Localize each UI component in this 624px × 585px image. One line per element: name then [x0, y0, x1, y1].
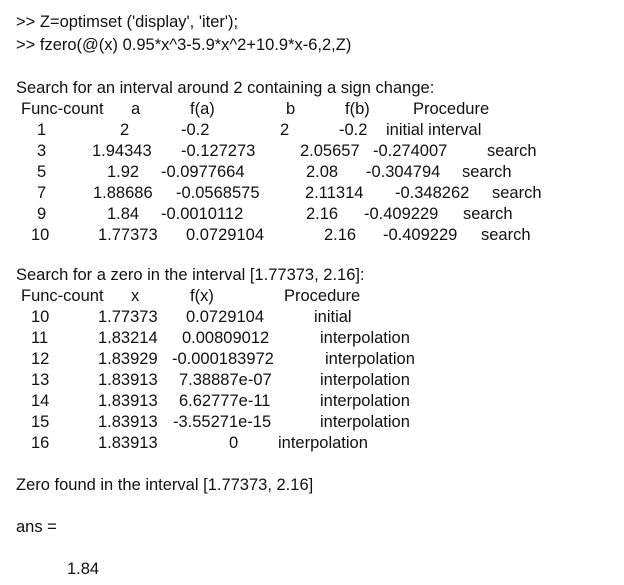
interval-row-fb: -0.304794	[366, 163, 441, 181]
zero-row-x: 1.83214	[98, 329, 158, 347]
zero-row-fx: 0.00809012	[182, 329, 270, 347]
interval-row-funccount: 7	[37, 184, 47, 202]
interval-row-b: 2	[280, 121, 290, 139]
interval-row-fa: -0.0010112	[161, 205, 244, 223]
interval-row-a: 1.84	[107, 205, 140, 223]
interval-row-a: 1.92	[107, 163, 140, 181]
zero-header-x: x	[131, 287, 140, 305]
interval-row-procedure: search	[463, 205, 513, 223]
interval-row-fb: -0.2	[339, 121, 368, 139]
interval-row-b: 2.16	[324, 226, 357, 244]
command-line-fzero: >> fzero(@(x) 0.95*x^3-5.9*x^2+10.9*x-6,2,Z)	[16, 36, 352, 54]
interval-header-fb: f(b)	[345, 100, 370, 118]
interval-row-procedure: search	[481, 226, 531, 244]
zero-row-fx: 6.62777e-11	[179, 392, 271, 410]
zero-row-procedure: interpolation	[320, 392, 410, 410]
zero-row-fx: 0.0729104	[186, 308, 264, 326]
zero-row-x: 1.77373	[98, 308, 158, 326]
interval-row-funccount: 3	[37, 142, 47, 160]
zero-header-fx: f(x)	[190, 287, 214, 305]
zero-row-funccount: 12	[31, 350, 50, 368]
zero-row-x: 1.83913	[98, 392, 158, 410]
zero-row-funccount: 10	[31, 308, 50, 326]
zero-row-fx: 0	[229, 434, 239, 452]
zero-row-x: 1.83913	[98, 413, 158, 431]
interval-row-procedure: search	[487, 142, 537, 160]
interval-row-fa: -0.127273	[181, 142, 256, 160]
interval-row-a: 1.88686	[93, 184, 153, 202]
interval-header-procedure: Procedure	[413, 100, 490, 118]
interval-row-procedure: search	[492, 184, 542, 202]
ans-label: ans =	[16, 518, 57, 536]
interval-row-funccount: 9	[37, 205, 47, 223]
interval-row-fa: -0.0977664	[161, 163, 245, 181]
interval-header-a: a	[131, 100, 141, 118]
interval-header-fa: f(a)	[190, 100, 215, 118]
zero-search-heading: Search for a zero in the interval [1.77373, 2.16]:	[16, 266, 365, 284]
ans-value: 1.84	[67, 560, 100, 578]
zero-row-x: 1.83929	[98, 350, 158, 368]
zero-row-procedure: interpolation	[320, 371, 410, 389]
zero-row-fx: 7.38887e-07	[179, 371, 272, 389]
interval-row-fb: -0.274007	[373, 142, 448, 160]
zero-row-fx: -0.000183972	[172, 350, 274, 368]
zero-row-procedure: interpolation	[320, 413, 410, 431]
interval-row-fb: -0.409229	[364, 205, 439, 223]
zero-row-funccount: 15	[31, 413, 50, 431]
zero-row-x: 1.83913	[98, 434, 158, 452]
interval-row-procedure: initial interval	[386, 121, 482, 139]
interval-row-fa: -0.2	[181, 121, 210, 139]
zero-row-fx: -3.55271e-15	[173, 413, 272, 431]
zero-row-procedure: initial	[314, 308, 352, 326]
zero-row-procedure: interpolation	[325, 350, 415, 368]
interval-row-a: 2	[120, 121, 130, 139]
zero-row-funccount: 11	[31, 329, 49, 347]
zero-row-procedure: interpolation	[278, 434, 368, 452]
interval-row-fa: 0.0729104	[186, 226, 264, 244]
interval-row-funccount: 1	[37, 121, 47, 139]
interval-row-b: 2.08	[306, 163, 339, 181]
interval-row-funccount: 5	[37, 163, 47, 181]
zero-header-procedure: Procedure	[284, 287, 361, 305]
zero-row-funccount: 14	[31, 392, 50, 410]
zero-found-message: Zero found in the interval [1.77373, 2.16]	[16, 476, 314, 494]
interval-row-fb: -0.409229	[383, 226, 458, 244]
interval-header-funccount: Func-count	[21, 100, 104, 118]
interval-header-b: b	[286, 100, 296, 118]
interval-row-a: 1.77373	[98, 226, 158, 244]
interval-row-fb: -0.348262	[395, 184, 470, 202]
interval-row-procedure: search	[462, 163, 512, 181]
interval-row-b: 2.16	[306, 205, 339, 223]
zero-row-x: 1.83913	[98, 371, 158, 389]
zero-row-funccount: 16	[31, 434, 50, 452]
interval-row-b: 2.11314	[305, 184, 364, 202]
command-line-optimset: >> Z=optimset ('display', 'iter');	[16, 13, 239, 31]
interval-row-funccount: 10	[31, 226, 50, 244]
interval-row-b: 2.05657	[300, 142, 360, 160]
zero-row-procedure: interpolation	[320, 329, 410, 347]
interval-row-fa: -0.0568575	[176, 184, 260, 202]
interval-search-heading: Search for an interval around 2 containing a sign change:	[16, 79, 435, 97]
zero-row-funccount: 13	[31, 371, 50, 389]
interval-row-a: 1.94343	[92, 142, 152, 160]
zero-header-funccount: Func-count	[21, 287, 104, 305]
